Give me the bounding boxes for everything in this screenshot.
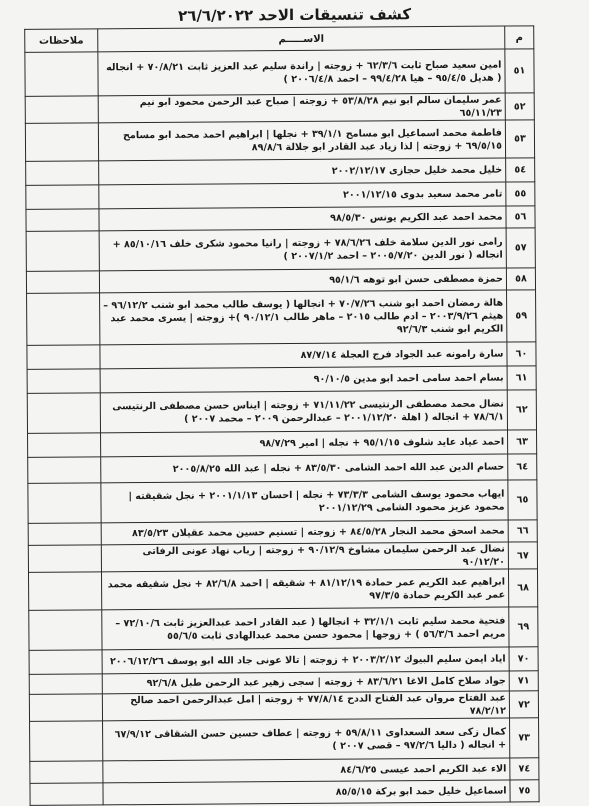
row-number: ٦٤ [508,454,537,480]
row-names: كمال زكى سعد السعداوى ٥٩/٨/١١ + زوجته | عطاف حسين حسن الشقاقى ٦٧/٩/١٢ + انجاله ( داليا ٩٧/٢/٦ – قصى ٢٠٠٧ ) [103,718,510,761]
table-row [28,480,537,524]
table-row [28,542,537,573]
table-row [29,647,538,675]
row-names: هالة رمضان احمد ابو شنب ٧٠/٧/٢٦ + انجالها ( يوسف طالب محمد ابو شنب ٩٦/١٢/٢ – هيثم ٢٠٠٣/٩/٢٦ – ادم طالب ٢٠١٥ – ماهر طالب ٩٠/١٢/١ )+ زوجته | يسرى محمد عبد الكريم ابو شنب ٩٢/٦/٣ [100,290,507,345]
row-names: محمد اسحق محمد النجار ٨٤/٥/٢٨ + زوجته | تسنيم حسين محمد عقيلان ٨٣/٥/٢٣ [101,520,508,545]
row-notes [25,96,98,124]
table-row [26,228,535,272]
row-notes [29,674,102,695]
row-number: ٥٤ [506,158,535,182]
row-names: فتحية محمد سليم ثابت ٣٢/١/١ + انجالها ( عبد القادر احمد عبدالعزيز ثابت ٧٢/١٠/٦ – مريم احمد ٥٦/٣/٦ ) + زوجها | محمود حسن محمد عبدالهادى ثابت ٥٥/٦/٥ [102,607,509,650]
row-number: ٧٥ [510,780,539,802]
row-names: حسام الدين عبد الله احمد الشامى ٨٣/٥/٣٠ + نجله | عبد الله ٢٠٠٥/٨/٢٥ [101,454,508,483]
row-names: نضال عبد الرحمن سليمان مشاوخ ٩٠/١٢/٩ + زوجته | رباب نهاد عونى الرفاتى ٩٠/١٢/٢٠ [101,542,508,572]
row-names: اسماعيل خليل حمد ابو بركة ٨٥/٥/١٥ [103,780,510,805]
row-number: ٦٢ [507,390,536,430]
row-names: ايهاب محمود يوسف الشامى ٧٣/٣/٣ + نجله | احسان ٢٠٠١/١/١٣ + نجل شقيقته | محمود عزيز محمود الشامى ٢٠٠١/١٢/٢٩ [101,480,508,523]
row-notes [29,694,102,722]
table-row [30,780,539,806]
row-notes [26,161,99,186]
row-number: ٧١ [509,671,538,691]
row-names: محمد احمد عبد الكريم يونس ٩٨/٥/٣٠ [99,206,506,231]
row-notes [28,483,101,524]
row-number: ٦٧ [508,542,537,569]
row-number: ٧٤ [510,758,539,780]
table-row [26,182,535,210]
table-row [28,569,537,611]
row-names: اياد ايمن سليم البيوك ٢٠٠٣/٢/١٢ + زوجته | تالا عونى جاد الله ابو يوسف ٢٠٠٦/١٢/٢٦ [102,647,509,674]
row-number: ٥٣ [505,120,534,158]
row-names: عبد الفتاح مروان عبد الفتاح الددح ٧٧/٨/١٤ + زوجته | امل عبدالرحمن احمد صالح ٧٨/٢/١٢ [102,691,509,721]
table-row [27,366,536,394]
row-names: احمد عياد عايد شلوف ٩٥/١/١٥ + نجله | امير ٩٨/٧/٢٩ [101,430,508,457]
row-names: عمر سليمان سالم ابو نيم ٥٣/٨/٢٨ + زوجته | صباح عبد الرحمن محمود ابو نيم ٦٥/١١/٢٣ [98,93,505,123]
row-number: ٧٣ [510,718,539,758]
row-number: ٥١ [505,49,534,93]
header-name: الاســـــم [98,26,505,52]
table-row [28,454,537,484]
row-number: ٥٦ [506,206,535,228]
row-notes [26,185,99,210]
row-notes [26,271,99,294]
row-notes [25,123,98,162]
table-row [27,290,536,346]
row-number: ٥٨ [506,268,535,290]
row-names: ابراهيم عبد الكريم عمر حمادة ٨١/١٢/١٩ + شقيقه | احمد ٨٢/٦/٨ + نجل شقيقه محمد عمر عبد الكريم حمادة ٩٧/٣/٥ [101,569,508,610]
table-row [25,120,534,162]
table-row [26,158,535,186]
row-number: ٦١ [507,366,536,390]
row-number: ٥٩ [507,290,536,342]
header-number: م [505,26,534,49]
row-number: ٥٥ [506,182,535,206]
row-number: ٦٠ [507,342,536,366]
row-names: نضال محمد مصطفى الرنتيسى ٧١/١١/٢٢ + زوجته | ايناس حسن مصطفى الرنتيسى ٧٨/٦/١ + انجاله ( اهلة ٢٠٠١/١٢/٢٠ – عبدالرحمن ٢٠٠٩ – محمد ٢٠٠٧ ) [100,390,507,433]
row-notes [30,783,103,806]
row-notes [28,457,101,484]
table-row [30,718,539,762]
row-notes [28,523,101,546]
row-number: ٥٧ [506,228,535,268]
row-names: جواد صلاح كامل الاغا ٨٣/٦/٢١ + زوجته | سجى زهير عبد الرحمن طبل ٩٢/٦/٨ [102,671,509,694]
row-notes [28,572,101,611]
row-number: ٦٨ [508,569,537,607]
table-row [29,691,538,722]
row-number: ٦٣ [508,430,537,454]
table-row [29,607,538,651]
row-notes [26,231,99,272]
row-notes [27,293,100,346]
row-notes [27,369,100,394]
row-names: تامر محمد سعيد بدوى ٢٠٠١/١٢/١٥ [99,182,506,209]
table-row [28,430,537,458]
row-notes [27,345,100,370]
row-notes [29,650,102,675]
row-number: ٦٩ [509,607,538,647]
row-notes [25,52,98,97]
row-names: خليل محمد خليل حجازى ٢٠٠٢/١٢/١٧ [99,158,506,185]
row-notes [30,761,103,784]
row-notes [26,209,99,232]
table-row [25,93,534,124]
row-names: بسام احمد سامى احمد ابو مدين ٩٠/١٠/٥ [100,366,507,393]
row-notes [29,610,102,651]
header-notes: ملاحظات [25,29,98,53]
document-title: كشف تنسيقات الاحد ٢٦/٦/٢٠٢٢ [178,5,412,25]
row-number: ٦٥ [508,480,537,520]
table-row [27,342,536,370]
coordination-table [24,25,539,806]
row-names: الاء عبد الكريم احمد عيسى ٨٤/٦/٢٥ [103,758,510,783]
table-row [27,390,536,434]
row-names: فاطمة محمد اسماعيل ابو مسامح ٣٩/١/١ + نجلها | ابراهيم احمد محمد ابو مسامح ٦٩/٥/١٥ + زوجته | لذا زياد عبد القادر ابو جلالة ٨٩/٨/٦ [98,120,505,161]
row-notes [30,721,103,762]
row-number: ٧٠ [509,647,538,671]
row-number: ٥٢ [505,93,534,120]
table-row [25,49,534,97]
row-names: امين سعيد صباح ثابت ٦٢/٣/٦ + زوجته | راندة سليم عبد العزيز ثابت ٧٠/٨/٢١ + انجاله ( هديل ٩٥/٤/٥ – هيا ٩٩/٤/٢٨ – احمد ٢٠٠٦/٤/٨ ) [98,49,505,96]
row-number: ٧٢ [509,691,538,718]
row-names: رامى نور الدين سلامة خلف ٧٨/٦/٢٦ + زوجته | رانيا محمود شكرى خلف ٨٥/١٠/١٦ + انجاله ( نور الدين ٢٠٠٥/٧/٢٠ – احمد ٢٠٠٧/١/٢ ) [99,228,506,271]
row-number: ٦٦ [508,520,537,542]
row-notes [27,393,100,434]
row-notes [28,545,101,573]
row-names: حمزة مصطفى حسن ابو توهه ٩٥/١/٦ [99,268,506,293]
row-names: سارة رامونه عبد الجواد فرج العجلة ٨٧/٧/١٤ [100,342,507,369]
row-notes [28,433,101,458]
